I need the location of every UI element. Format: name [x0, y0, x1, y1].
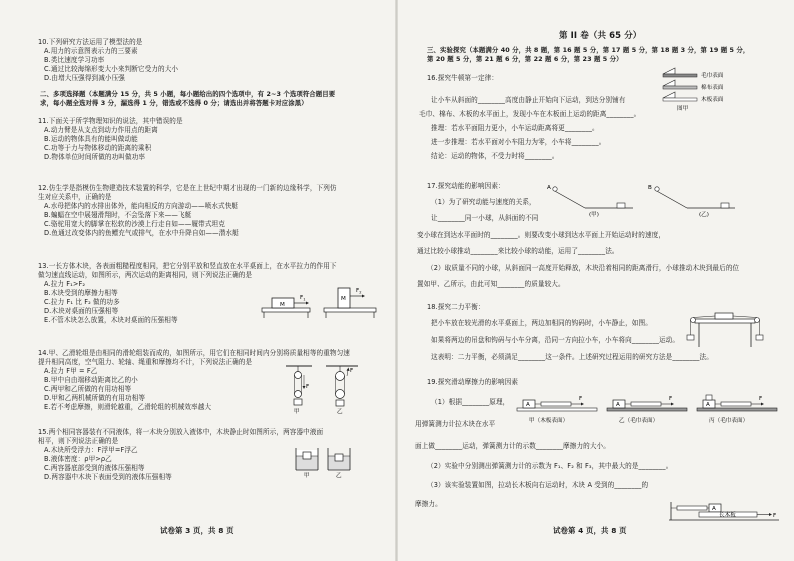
q15-option-b: B.液体密度：ρ甲>ρ乙	[44, 455, 112, 463]
q14-pulley-b	[326, 366, 358, 415]
q19-line6: 摩擦力。	[415, 500, 442, 508]
section2-line1: 二、多项选择题（本题满分 15 分，共 5 小题，每小题给出的四个选项中，有 2~3 个选项符合题目要	[40, 90, 336, 98]
q14-option-a: A.拉力 F甲 = F乙	[44, 367, 98, 375]
section3-line2: 第 20 题 5 分，第 21 题 6 分，第 22 题 6 分，第 23 题 5 分）	[427, 55, 623, 63]
q19-board-block: A	[712, 506, 716, 512]
q12-option-b: B.蝙蝠在空中展翅滑翔时，不会坠落下来——飞艇	[44, 211, 192, 219]
q13-figure	[262, 286, 380, 320]
q16-surface-towel: 毛巾表面	[701, 73, 724, 79]
q18-stem: 18.探究二力平衡：	[427, 303, 485, 311]
q19-line5: （3）该实验装置如图，拉动长木板向右运动时，木块 A 受到的________的	[427, 481, 649, 489]
q10-option-c: C.通过比较海绵形变大小来判断它受力的大小	[44, 65, 179, 73]
q14-force-a: F	[306, 384, 310, 390]
q19-line1: （1）根据________原理，	[431, 398, 510, 406]
q16-surface-wood: 木板表面	[701, 97, 724, 103]
q17-line3: 变小球在到达水平面时的________。则要改变小球到达水平面上开始运动时的速度，	[417, 231, 666, 239]
q17-caption-a: (甲)	[589, 212, 599, 218]
q16-ramp-towel	[663, 68, 724, 79]
q19-line2: 用弹簧测力计拉木块在水平	[415, 420, 496, 428]
q19-force-3: F	[759, 396, 763, 402]
q16-stem: 16.探究牛顿第一定律：	[427, 74, 499, 82]
q14-option-d: D.甲和乙两机械所做的有用功相等	[44, 394, 146, 402]
q10-option-b: B.类比速度学习功率	[44, 56, 105, 64]
page-4-footer: 试卷第 4 页，共 8 页	[553, 526, 627, 535]
q13-upright-block-setup	[324, 288, 376, 318]
section3-line1: 三、实验探究（本题满分 40 分，共 8 题，第 16 题 5 分，第 17 题 5 分，第 18 题 3 分，第 19 题 5 分，	[427, 46, 750, 54]
q13-option-d: D.木块对桌面的压强相等	[44, 307, 119, 315]
q19-force-1: F	[579, 396, 583, 402]
q14-option-e: E.若不考虑摩擦，则滑轮越重，乙滑轮组的机械效率越大	[44, 403, 212, 411]
q10-stem: 10.下列研究方法运用了模型法的是	[38, 38, 143, 46]
q13-stem-line2: 做匀速直线运动，如图所示，两次运动的距离相同，则下列说法正确的是	[38, 271, 253, 279]
q16-ramp-figure	[659, 64, 769, 110]
q16-line2: 毛巾、棉布、木板的水平面上，发现小车在木板面上运动的距离________。	[419, 110, 641, 118]
q10-option-d: D.由增大压强得到减小压强	[44, 74, 126, 82]
q13-option-a: A.拉力 F₁>F₂	[44, 280, 86, 288]
q17-stem: 17.探究动能的影响因素：	[427, 182, 505, 190]
q12-stem-line2: 生对应关系中，正确的是	[38, 193, 112, 201]
q19-board-figure	[669, 500, 781, 526]
q14-label-b: 乙	[337, 409, 343, 415]
q17-line5: （2）取质量不同的小球，从斜面同一高度开始释放，木块沿着相同的距离滑行，小球推动木块到最后的位	[427, 264, 740, 272]
q13-force-f1: $F_1$	[300, 295, 306, 302]
q13-flat-block-setup	[262, 295, 310, 318]
q19-block-3: A	[706, 402, 710, 408]
q16-ramp-cotton	[663, 80, 724, 91]
q19-caption-2: 乙（毛巾表面）	[619, 418, 659, 424]
q14-option-c: C.两甲和乙所做的有用功相等	[44, 385, 132, 393]
q19-caption-1: 甲（木板表面）	[529, 418, 569, 424]
q14-option-b: B.甲中自由端移动距离比乙的小	[44, 376, 138, 384]
q17-caption-b: (乙)	[699, 212, 709, 218]
q15-option-d: D.两容器中木块下表面受到的液体压强相等	[44, 473, 172, 481]
q19-force-2: F	[669, 396, 673, 402]
q16-ramp-wood	[663, 92, 724, 103]
q12-stem-line1: 12.仿生学是指模仿生物建造技术装置的科学，它是在上世纪中期才出现的一门新的边缘科学，下列仿	[38, 184, 337, 192]
q13-option-b: B.木块受到的摩擦力相等	[44, 289, 118, 297]
q13-option-c: C.拉力 F₁ 比 F₂ 做的功多	[44, 298, 120, 306]
q14-stem-line1: 14.甲、乙滑轮组是由相同的滑轮组装而成的，如图所示，用它们在相同时间内分别将质量相等的重物匀速	[38, 349, 351, 357]
section2-line2: 求，每小题全选对得 3 分，漏选得 1 分，错选或不选得 0 分；请选出并将答题卡对应涂黑）	[40, 99, 308, 107]
q17-ramp-figure	[545, 186, 737, 216]
q16-line5: 结论：运动的物体，不受力时将________。	[431, 152, 559, 160]
q15-option-c: C.两容器底部受到的液体压强相等	[44, 464, 145, 472]
q13-stem-line1: 13.一长方体木块，各表面粗糙程度相同，把它分别平放和竖直放在水平桌面上，在水平拉力的作用下	[38, 262, 337, 270]
q11-stem: 11.下面关于所学物理知识的说法，其中错误的是	[38, 117, 183, 125]
q10-option-a: A.用力的示意图表示力的三要素	[44, 47, 138, 55]
q18-balance-figure	[689, 303, 761, 351]
q13-option-e: E.不管木块怎么放置，木块对桌面的压强相等	[44, 316, 178, 324]
q19-board-label: 长木板	[719, 512, 736, 519]
q16-figure-caption: 图甲	[677, 106, 689, 112]
q15-label-b: 乙	[336, 473, 342, 479]
q14-label-a: 甲	[294, 409, 300, 415]
q18-line1: 把小车放在较光滑的水平桌面上，两边加相同的钩码时，小车静止，如图。	[431, 319, 652, 327]
q19-block-1: A	[526, 402, 530, 408]
q13-force-f2: $F_2$	[356, 288, 362, 295]
q14-pulley-a	[286, 366, 312, 415]
q15-option-a: A.木块所受浮力：F浮甲=F浮乙	[44, 446, 138, 454]
q17-ball-b: B	[648, 185, 652, 191]
q17-line6: 置如甲、乙所示，由此可知________的质量较大。	[417, 280, 565, 288]
q11-option-a: A.动力臂是从支点到动力作用点的距离	[44, 126, 158, 134]
q14-pulley-figure	[282, 366, 364, 414]
q12-option-a: A.水母把体内的水排出体外，能向相反的方向游动——喷水式快艇	[44, 202, 239, 210]
q14-force-b: F	[350, 368, 354, 374]
q19-friction-figure	[515, 392, 785, 432]
page-3-footer: 试卷第 3 页，共 8 页	[160, 526, 234, 535]
q13-block-label-upright: M	[341, 296, 346, 302]
q15-container-figure	[294, 444, 356, 478]
q11-option-b: B.运动的物体具有的能叫做动能	[44, 135, 138, 143]
q19-line4: （2）实验中分别测出弹簧测力计的示数为 F₁、F₂ 和 F₃，其中最大的是________。	[427, 462, 673, 470]
q15-stem-line1: 15.两个相同容器装有不同液体，将一木块分别放入液体中，木块静止时如图所示，两容器中液面	[38, 428, 324, 436]
q17-line2: 让________同一小球，从斜面的不同	[431, 214, 539, 222]
q12-option-c: C.骆驼用宽大的脚掌在松软的沙漠上行走自如——履带式坦克	[44, 220, 225, 228]
q17-setup-a	[547, 185, 633, 218]
q19-setup-1	[517, 396, 597, 424]
q12-option-d: D.鱼通过改变体内的鱼鳔充气或排气，在水中升降自如——潜水艇	[44, 229, 239, 237]
q15-stem-line2: 相平，则下列说法正确的是	[38, 437, 119, 445]
q19-block-2: A	[616, 402, 620, 408]
q17-line4: 通过比较小球推动________来比较小球的动能，运用了________法。	[417, 247, 619, 255]
q17-ball-a: A	[547, 185, 551, 191]
part-2-title: 第 II 卷（共 65 分）	[559, 31, 642, 41]
q11-option-d: D.物体单位时间所做的功叫做功率	[44, 153, 146, 161]
q14-stem-line2: 提升相同高度，空气阻力、轮轴、绳重和摩擦均不计，下列说法正确的是	[38, 358, 253, 366]
page-4	[397, 0, 794, 561]
q18-line3: 这表明：二力平衡，必须满足________这一条件。上述研究过程运用的研究方法是________法。	[431, 353, 713, 361]
q16-line3: 推理：若水平面阻力更小，小车运动距离将更________。	[431, 124, 599, 132]
q15-container-a	[296, 448, 318, 479]
q16-line1: 让小车从斜面的________高度由静止开始向下运动，到达分别铺有	[431, 96, 626, 104]
q16-line4: 进一步推理：若水平面对小车阻力为零，小车将________。	[431, 138, 606, 146]
q15-container-b	[328, 448, 350, 479]
q17-line1: （1）为了研究动能与速度的关系，	[431, 198, 536, 206]
q19-setup-2	[607, 396, 687, 424]
q13-block-label-flat: M	[280, 302, 285, 308]
q15-label-a: 甲	[304, 473, 310, 479]
q18-line2: 如果将两边的吊盘和钩码与小车分离，沿同一方向拉小车，小车将向________运动。	[431, 336, 680, 344]
q19-stem: 19.探究滑动摩擦力的影响因素	[427, 378, 519, 386]
q19-setup-3	[697, 395, 777, 424]
q11-option-c: C.功等于力与物体移动的距离的乘积	[44, 144, 152, 152]
q16-surface-cotton: 棉布表面	[701, 85, 724, 91]
q19-line3: 面上做________运动，弹簧测力计的示数________摩擦力的大小。	[415, 442, 610, 450]
q19-caption-3: 丙（毛巾表面）	[709, 418, 749, 424]
q17-setup-b	[648, 185, 735, 218]
q19-board-force: F	[773, 513, 777, 519]
